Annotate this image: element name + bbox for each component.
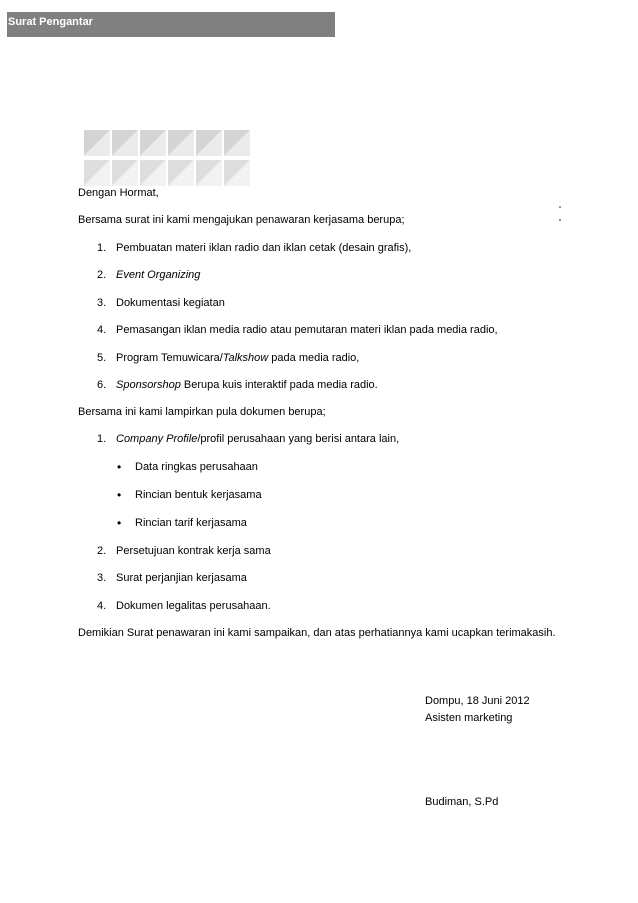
bullet-icon: • bbox=[117, 516, 122, 530]
sub-list-item: Rincian tarif kerjasama bbox=[135, 517, 247, 529]
list-number: 5. bbox=[97, 352, 107, 364]
list-number: 4. bbox=[97, 600, 107, 612]
list-number: 6. bbox=[97, 379, 107, 391]
list-item: Sponsorshop Berupa kuis interaktif pada media radio. bbox=[116, 379, 378, 391]
sub-list-item: Rincian bentuk kerjasama bbox=[135, 489, 262, 501]
stray-mark bbox=[559, 219, 561, 221]
list-number: 2. bbox=[97, 545, 107, 557]
list-item: Dokumen legalitas perusahaan. bbox=[116, 600, 271, 612]
list-item: Program Temuwicara/Talkshow pada media radio, bbox=[116, 352, 360, 364]
list-number: 1. bbox=[97, 433, 107, 445]
list-item: Persetujuan kontrak kerja sama bbox=[116, 545, 271, 557]
list-number: 4. bbox=[97, 324, 107, 336]
list-item: Company Profile/profil perusahaan yang berisi antara lain, bbox=[116, 433, 400, 445]
stray-mark bbox=[559, 206, 561, 208]
list-number: 3. bbox=[97, 572, 107, 584]
list-item: Event Organizing bbox=[116, 269, 201, 281]
list-number: 1. bbox=[97, 242, 107, 254]
attachments-intro: Bersama ini kami lampirkan pula dokumen berupa; bbox=[78, 406, 326, 418]
triangle-pattern-watermark bbox=[84, 130, 264, 192]
list-item: Dokumentasi kegiatan bbox=[116, 297, 225, 309]
document-title: Surat Pengantar bbox=[8, 16, 93, 28]
closing-text: Demikian Surat penawaran ini kami sampaikan, dan atas perhatiannya kami ucapkan terimakasih. bbox=[78, 627, 556, 639]
list-item: Pembuatan materi iklan radio dan iklan cetak (desain grafis), bbox=[116, 242, 412, 254]
bullet-icon: • bbox=[117, 460, 122, 474]
bullet-icon: • bbox=[117, 488, 122, 502]
greeting: Dengan Hormat, bbox=[78, 187, 159, 199]
list-item: Pemasangan iklan media radio atau pemutaran materi iklan pada media radio, bbox=[116, 324, 498, 336]
list-number: 2. bbox=[97, 269, 107, 281]
intro-text: Bersama surat ini kami mengajukan penawaran kerjasama berupa; bbox=[78, 214, 405, 226]
place-date: Dompu, 18 Juni 2012 bbox=[425, 695, 530, 707]
signatory-name: Budiman, S.Pd bbox=[425, 796, 499, 808]
list-number: 3. bbox=[97, 297, 107, 309]
document-header-bar bbox=[7, 12, 335, 37]
signatory-position: Asisten marketing bbox=[425, 712, 513, 724]
list-item: Surat perjanjian kerjasama bbox=[116, 572, 247, 584]
sub-list-item: Data ringkas perusahaan bbox=[135, 461, 258, 473]
